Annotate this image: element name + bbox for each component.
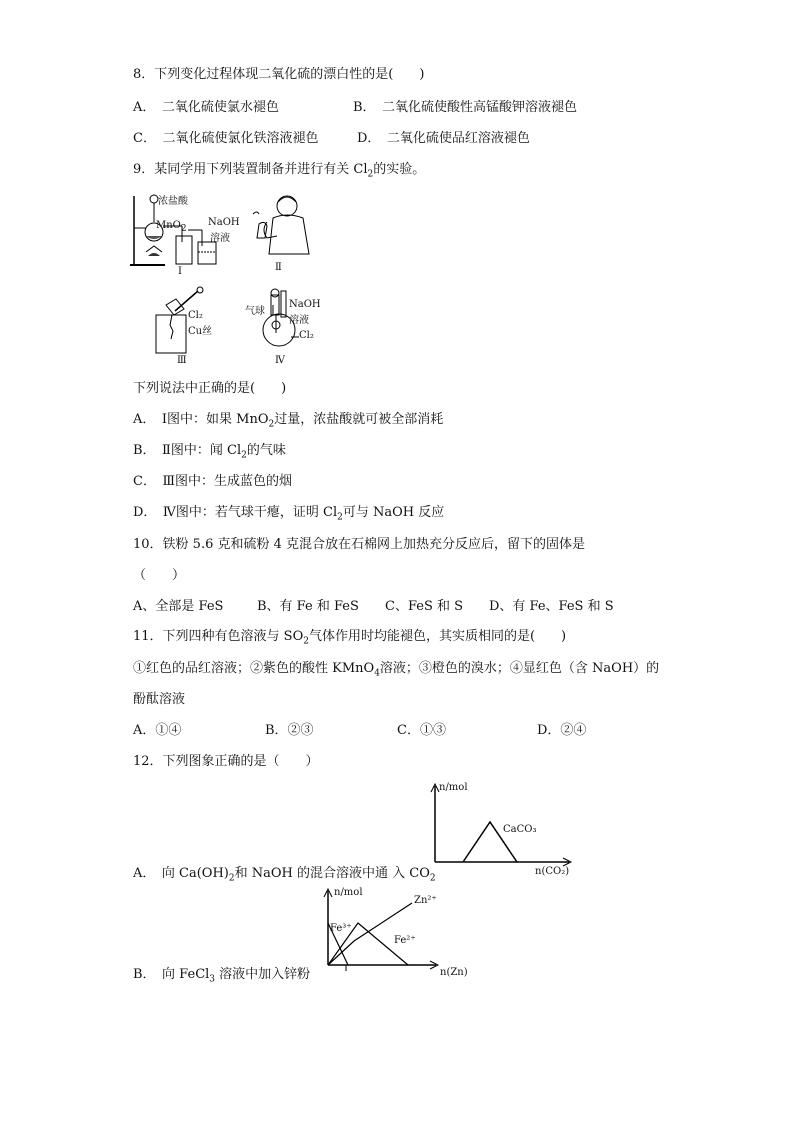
apparatus-figure-3 [150, 285, 225, 367]
apparatus-figure-4 [245, 285, 325, 367]
q11-option-b: B．②③ [265, 723, 314, 738]
graph-a-series-label: CaCO₃ [503, 824, 537, 835]
q12-option-b: B． 向 FeCl$_3$ 溶液中加入锌粉 [133, 967, 311, 985]
q8-option-d: D． 二氧化硫使品红溶液褪色 [357, 131, 530, 146]
label-naoh-fig4: NaOH [289, 299, 321, 310]
q10-option-c: C、FeS 和 S [385, 599, 464, 614]
q10-option-d: D、有 Fe、FeS 和 S [489, 599, 614, 614]
apparatus-figure-2 [245, 192, 320, 277]
label-naoh: NaOH [208, 217, 240, 228]
roman-4: Ⅳ [275, 355, 285, 366]
q11-stem: 11．下列四种有色溶液与 $SO_2$气体作用时均能褪色，其实质相同的是( ) [133, 629, 567, 647]
roman-3: Ⅲ [177, 355, 187, 366]
q12-stem: 12．下列图象正确的是（ ） [133, 754, 319, 769]
graph-b-xlabel: n(Zn) [440, 967, 468, 978]
q8-option-a: A． 二氧化硫使氯水褪色 [133, 100, 279, 115]
graph-b-zn-label: Zn²⁺ [414, 895, 437, 906]
roman-2: Ⅱ [275, 262, 282, 273]
label-mno2: MnO$_2$ [156, 220, 187, 234]
q10-stem: 10．铁粉 5.6 克和硫粉 4 克混合放在石棉网上加热充分反应后，留下的固体是 [133, 537, 586, 552]
q10-option-a: A、全部是 FeS [133, 599, 224, 614]
label-cl2-fig4: Cl₂ [299, 330, 314, 341]
q11-line3: 酚酞溶液 [133, 692, 186, 707]
graph-b-ylabel: n/mol [334, 887, 363, 898]
graph-a-ylabel: n/mol [439, 782, 468, 793]
label-solution-fig4: 溶液 [289, 315, 309, 326]
q9-option-b: B． Ⅱ图中：闻 $Cl_2$的气味 [133, 443, 286, 461]
q9-stem: 9．某同学用下列装置制备并进行有关 $Cl_2$的实验。 [133, 162, 426, 180]
label-solution: 溶液 [210, 233, 230, 244]
q11-option-c: C．①③ [397, 723, 446, 738]
graph-b-fe2-label: Fe²⁺ [394, 935, 416, 946]
graph-b-fe3-label: Fe³⁺ [330, 923, 352, 934]
q11-option-a: A．①④ [133, 723, 182, 738]
apparatus-figure-1 [130, 190, 240, 277]
q9-option-a: A． Ⅰ图中：如果 MnO$_2$过量，浓盐酸就可被全部消耗 [133, 412, 444, 430]
q11-line2: ①红色的品红溶液；②紫色的酸性 KMnO$_4$溶液；③橙色的溴水；④显红色（含 NaOH）的 [133, 661, 660, 679]
q8-option-b: B． 二氧化硫使酸性高锰酸钾溶液褪色 [353, 100, 578, 115]
graph-a-xlabel: n(CO₂) [535, 866, 570, 877]
q8-stem: 8．下列变化过程体现二氧化硫的漂白性的是( ) [133, 67, 425, 82]
label-cu-wire: Cu丝 [188, 326, 213, 337]
label-cl2-fig3: Cl₂ [188, 310, 203, 321]
q10-paren: （ ） [133, 568, 186, 583]
q10-option-b: B、有 Fe 和 FeS [257, 599, 359, 614]
q9-option-c: C． Ⅲ图中：生成蓝色的烟 [133, 474, 292, 489]
roman-1: Ⅰ [178, 266, 182, 277]
q9-question: 下列说法中正确的是( ) [133, 381, 287, 396]
label-balloon: 气球 [245, 306, 265, 317]
q9-option-d: D． Ⅳ图中：若气球干瘪，证明 $Cl_2$可与 NaOH 反应 [133, 505, 445, 523]
q8-option-c: C． 二氧化硫使氯化铁溶液褪色 [133, 131, 319, 146]
label-conc-hcl: 浓盐酸 [158, 196, 188, 207]
graph-a [425, 780, 575, 880]
graph-b [318, 885, 478, 980]
q12-option-a: A． 向 $Ca(OH)_2$和 NaOH 的混合溶液中通 入 $CO_2$ [133, 866, 436, 884]
q11-option-d: D．②④ [537, 723, 587, 738]
